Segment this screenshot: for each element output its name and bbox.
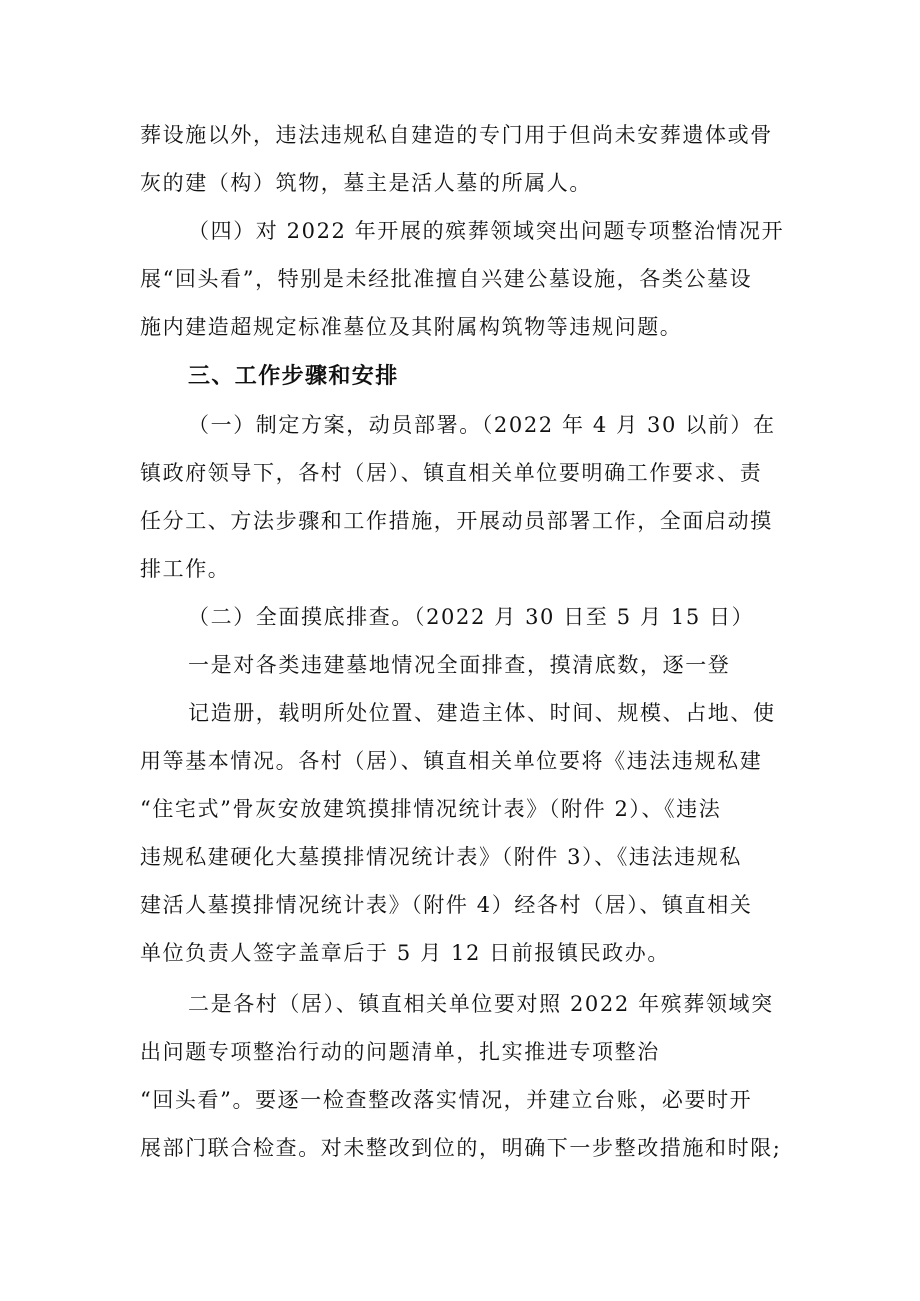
body-line: （一）制定方案，动员部署。（2022 年 4 月 30 以前）在: [188, 413, 776, 437]
body-line: 出问题专项整治行动的问题清单，扎实推进专项整治: [140, 1040, 660, 1064]
body-line: 违规私建硬化大墓摸排情况统计表》（附件 3）、《违法违规私: [140, 845, 742, 869]
body-line: 镇政府领导下，各村（居）、镇直相关单位要明确工作要求、责: [140, 461, 763, 485]
body-line: 任分工、方法步骤和工作措施，开展动员部署工作，全面启动摸: [140, 509, 773, 533]
body-line: 排工作。: [140, 557, 231, 581]
body-line: “住宅式”骨灰安放建筑摸排情况统计表》（附件 2）、《违法: [140, 797, 722, 821]
body-line: 展部门联合检查。对未整改到位的，明确下一步整改措施和时限;: [140, 1136, 782, 1160]
body-line: 建活人墓摸排情况统计表》（附件 4）经各村（居）、镇直相关: [140, 893, 753, 917]
body-line: 二是各村（居）、镇直相关单位要对照 2022 年殡葬领域突: [188, 992, 774, 1016]
body-line: 灰的建（构）筑物，墓主是活人墓的所属人。: [140, 171, 592, 195]
section-heading: 三、工作步骤和安排: [188, 364, 399, 389]
body-line: 一是对各类违建墓地情况全面排查，摸清底数，逐一登: [188, 653, 731, 677]
body-line: （四）对 2022 年开展的殡葬领域突出问题专项整治情况开: [188, 219, 785, 243]
body-line: 施内建造超规定标准墓位及其附属构筑物等违规问题。: [140, 315, 683, 339]
body-line: “回头看”。要逐一检查整改落实情况，并建立台账，必要时开: [140, 1088, 753, 1112]
body-line: （二）全面摸底排查。（2022 月 30 日至 5 月 15 日）: [188, 605, 755, 629]
body-line: 葬设施以外，违法违规私自建造的专门用于但尚未安葬遗体或骨: [140, 123, 773, 147]
body-line: 单位负责人签字盖章后于 5 月 12 日前报镇民政办。: [140, 941, 670, 965]
body-line: 记造册，载明所处位置、建造主体、时间、规模、占地、使: [188, 701, 776, 725]
body-line: 用等基本情况。各村（居）、镇直相关单位要将《违法违规私建: [140, 749, 763, 773]
body-line: 展“回头看”，特别是未经批准擅自兴建公墓设施，各类公墓设: [140, 267, 753, 291]
